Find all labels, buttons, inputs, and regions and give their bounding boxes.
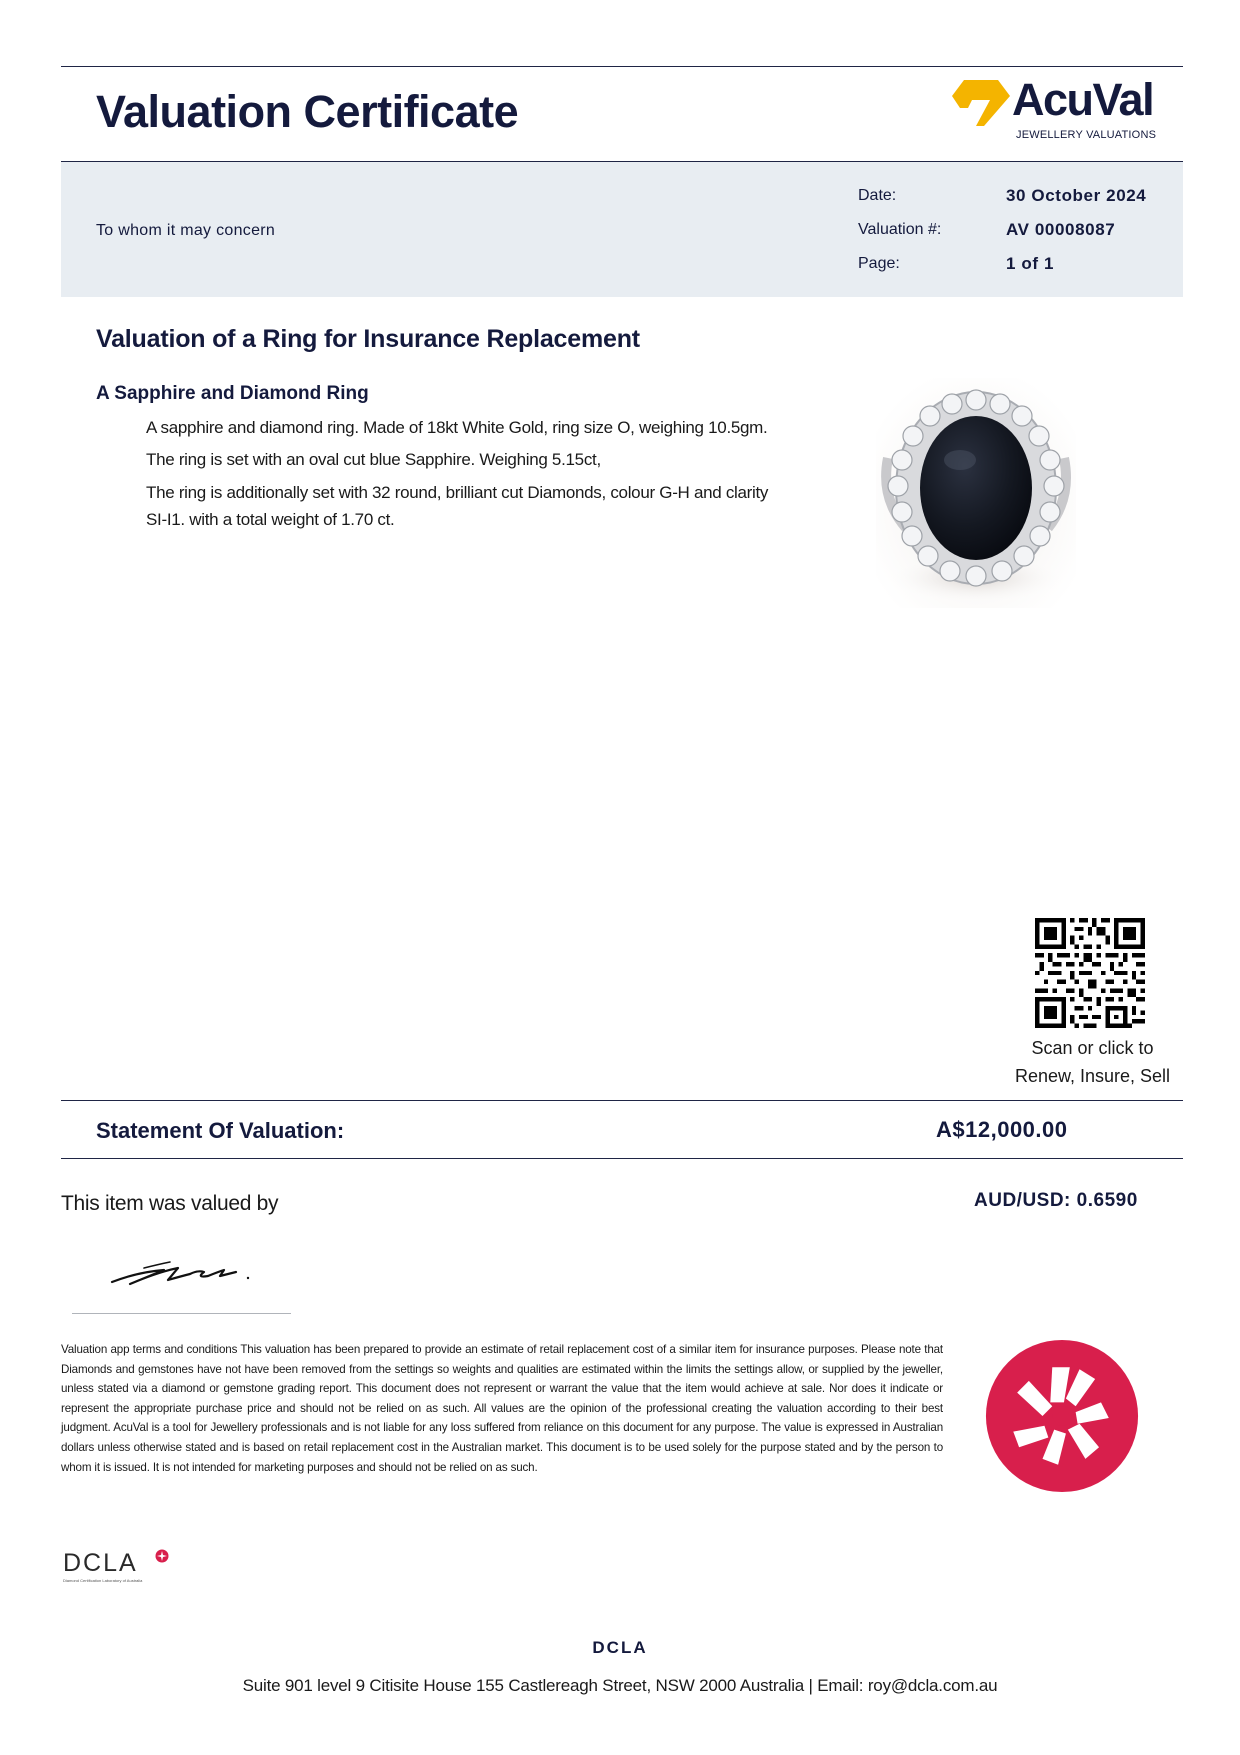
item-title: A Sapphire and Diamond Ring [96, 383, 369, 404]
valued-by-label: This item was valued by [61, 1192, 279, 1215]
acuval-logo [950, 76, 1170, 146]
valuation-number-label: Valuation #: [858, 221, 942, 238]
dcla-logo-word: DCLA [63, 1549, 138, 1577]
qr-code[interactable] [1035, 918, 1145, 1028]
footer-address: Suite 901 level 9 Citisite House 155 Castlereagh Street, NSW 2000 Australia | Email: roy@dcla.com.au [242, 1676, 998, 1695]
page-title: Valuation Certificate [96, 86, 519, 137]
date-label: Date: [858, 187, 897, 204]
addressee: To whom it may concern [96, 222, 276, 239]
dcla-logo [63, 1549, 173, 1585]
statement-value: A$12,000.00 [936, 1117, 1068, 1142]
description-line: The ring is additionally set with 32 round, brilliant cut Diamonds, colour G-H and clarity [146, 483, 769, 502]
dcla-logo-subtext: Diamond Certification Laboratory of Australia [63, 1578, 143, 1583]
statement-top-rule [61, 1100, 1183, 1101]
footer-company-name: DCLA [592, 1638, 648, 1657]
qr-caption-line2: Renew, Insure, Sell [1014, 1066, 1171, 1086]
dcla-logo-gem-icon [155, 1549, 169, 1563]
description-line: A sapphire and diamond ring. Made of 18kt White Gold, ring size O, weighing 10.5gm. [146, 418, 768, 437]
date-value: 30 October 2024 [1006, 186, 1147, 205]
section-title: Valuation of a Ring for Insurance Replacement [96, 325, 640, 353]
page-label: Page: [858, 255, 900, 272]
acuval-logo-mark-icon [950, 78, 1012, 128]
description-line: SI-I1. with a total weight of 1.70 ct. [146, 510, 395, 529]
qr-caption-line1: Scan or click to [1031, 1038, 1154, 1058]
acuval-logo-word: AcuVal [1012, 74, 1154, 125]
fx-rate: AUD/USD: 0.6590 [974, 1190, 1138, 1211]
signature-line [72, 1313, 291, 1314]
valuer-signature [108, 1250, 258, 1290]
statement-bottom-rule [61, 1158, 1183, 1159]
page-value: 1 of 1 [1006, 254, 1055, 273]
valuation-number-value: AV 00008087 [1006, 220, 1116, 239]
description-line: The ring is set with an oval cut blue Sapphire. Weighing 5.15ct, [146, 450, 601, 469]
acuval-logo-tagline: JEWELLERY VALUATIONS [1016, 129, 1157, 141]
statement-label: Statement Of Valuation: [96, 1118, 345, 1143]
terms-and-conditions: Valuation app terms and conditions This valuation has been prepared to provide an estimate of retail replacement cost of a similar item for insurance purposes. Please note that Diamonds and gemstones have not have been removed from the settings so weights and qualities are estimated within the limits the settings allow, or supplied by the jeweller, unless stated via a diamond or gemstone grading report. This document does not represent or warrant the value that the item would achieve at sale. Nor does it indicate or represent the appropriate purchase price and should not be relied on as such. All values are the opinion of the professional creating the valuation according to their best judgment. AcuVal is a tool for Jewellery professionals and is not liable for any loss suffered from reliance on this document for any purpose. The value is expressed in Australian dollars unless otherwise stated and is based on retail replacement cost in the Australian market. This document is to be used solely for the purpose stated and by the person to whom it is issued. It is not intended for marketing purposes and should not be relied on as such. [61, 1343, 943, 1474]
dcla-seal-icon [984, 1338, 1140, 1494]
ring-photo [876, 378, 1076, 608]
top-rule [61, 66, 1183, 67]
